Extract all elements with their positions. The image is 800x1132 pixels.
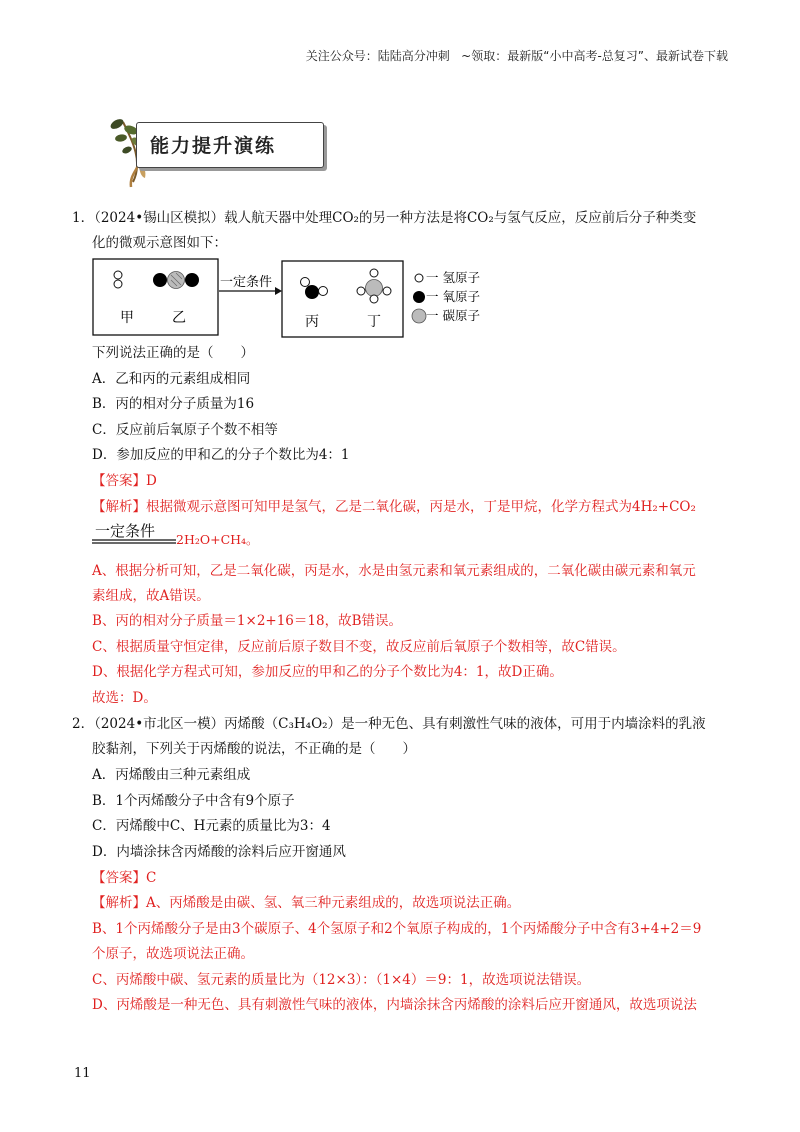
- q1-explain-a-line2: 素组成，故A错误。: [92, 588, 210, 604]
- q1-explain-d: D、根据化学方程式可知，参加反应的甲和乙的分子个数比为4：1，故D正确。: [92, 664, 563, 680]
- equation-products: 2H₂O+CH₄。: [176, 532, 259, 547]
- q1-choose: 故选：D。: [92, 690, 157, 706]
- q2-stem-line1: 2．（2024•市北区一模）丙烯酸（C₃H₄O₂）是一种无色、具有刺激性气味的液体，可用于内墙涂料的乳液: [72, 716, 706, 732]
- equation-double-line: [92, 522, 176, 546]
- q1-stem-line1: 1．（2024•锡山区模拟）载人航天器中处理CO₂的另一种方法是将CO₂与氢气反应，反应前后分子种类变: [72, 210, 697, 226]
- q2-option-b: B．1个丙烯酸分子中含有9个原子: [92, 793, 295, 809]
- label-yi: 乙: [172, 310, 186, 326]
- q1-analysis: 【解析】根据微观示意图可知甲是氢气，乙是二氧化碳，丙是水，丁是甲烷，化学方程式为4H₂+CO₂: [92, 499, 696, 515]
- label-bing: 丙: [305, 314, 319, 330]
- legend-carbon: 一 碳原子: [426, 308, 480, 323]
- banner-title: 能力提升演练: [150, 135, 277, 157]
- q2-stem-line2: 胶黏剂，下列关于丙烯酸的说法，不正确的是（ ）: [92, 741, 416, 757]
- page-number: 11: [74, 1066, 91, 1081]
- legend-oxygen: 一 氧原子: [426, 289, 480, 304]
- q2-answer: 【答案】C: [92, 870, 157, 886]
- q2-explain-a: 【解析】A、丙烯酸是由碳、氢、氧三种元素组成的，故选项说法正确。: [92, 895, 521, 911]
- q1-explain-b: B、丙的相对分子质量＝1×2+16＝18，故B错误。: [92, 613, 402, 629]
- q2-option-c: C．丙烯酸中C、H元素的质量比为3：4: [92, 818, 331, 834]
- q2-option-d: D．内墙涂抹含丙烯酸的涂料后应开窗通风: [92, 844, 346, 860]
- reaction-diagram: [92, 258, 512, 338]
- q1-answer: 【答案】D: [92, 473, 157, 489]
- q2-option-a: A．丙烯酸由三种元素组成: [92, 767, 251, 783]
- q1-ask: 下列说法正确的是（ ）: [92, 345, 254, 361]
- q1-option-b: B．丙的相对分子质量为16: [92, 396, 255, 412]
- equation-condition: 一定条件: [95, 522, 156, 540]
- q1-option-c: C．反应前后氧原子个数不相等: [92, 422, 278, 438]
- page-header: 关注公众号：陆陆高分冲刺 ~领取：最新版“小中高考-总复习”、最新试卷下载: [305, 49, 728, 63]
- q1-stem-line2: 化的微观示意图如下：: [92, 235, 227, 251]
- arrow-label: 一定条件: [220, 275, 273, 290]
- q2-explain-c: C、丙烯酸中碳、氢元素的质量比为（12×3）：（1×4）＝9：1，故选项说法错误。: [92, 972, 591, 988]
- q1-explain-a-line1: A、根据分析可知，乙是二氧化碳，丙是水，水是由氢元素和氧元素组成的，二氧化碳由碳元素和氧元: [92, 563, 696, 579]
- label-jia: 甲: [120, 310, 134, 326]
- legend-hydrogen: 一 氢原子: [426, 270, 480, 285]
- label-ding: 丁: [367, 314, 381, 330]
- q1-option-a: A．乙和丙的元素组成相同: [92, 371, 251, 387]
- q2-explain-d: D、丙烯酸是一种无色、具有刺激性气味的液体，内墙涂抹含丙烯酸的涂料后应开窗通风，故选项说法: [92, 997, 697, 1013]
- q2-explain-b-line2: 个原子，故选项说法正确。: [92, 946, 254, 962]
- q2-explain-b-line1: B、1个丙烯酸分子是由3个碳原子、4个氢原子和2个氧原子构成的，1个丙烯酸分子中含有3+4+2＝9: [92, 921, 702, 937]
- q1-explain-c: C、根据质量守恒定律，反应前后原子数目不变，故反应前后氧原子个数相等，故C错误。: [92, 639, 626, 655]
- q1-option-d: D．参加反应的甲和乙的分子个数比为4：1: [92, 447, 350, 463]
